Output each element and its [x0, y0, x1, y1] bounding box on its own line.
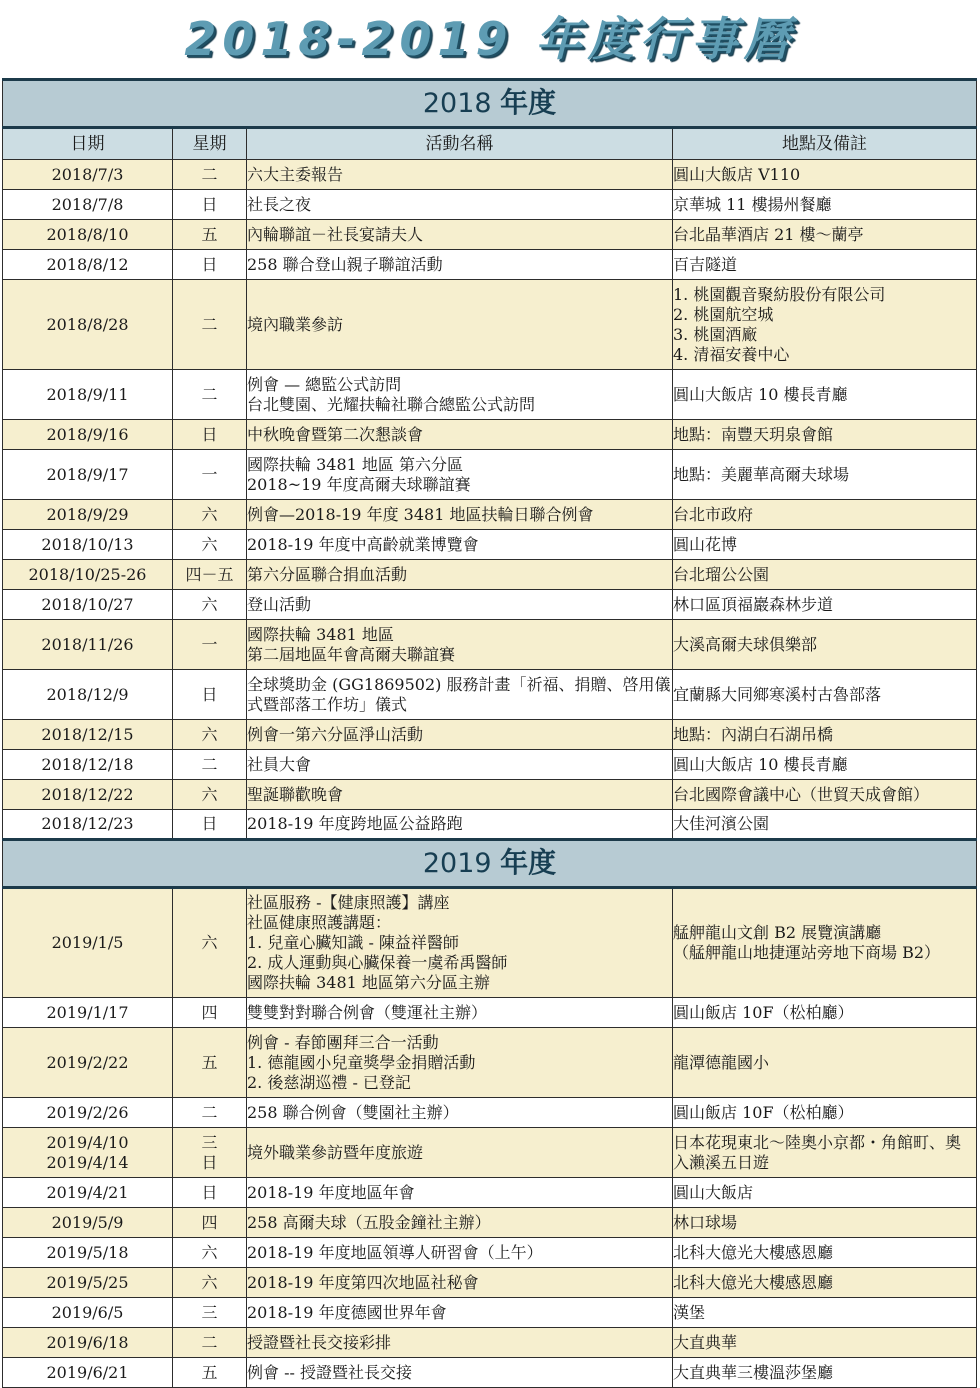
date-cell: 2018/9/29	[3, 500, 173, 530]
date-cell: 2018/9/11	[3, 370, 173, 420]
date-cell: 2018/8/12	[3, 250, 173, 280]
table-row	[3, 1238, 977, 1268]
activity-cell: 社長之夜	[247, 190, 673, 220]
location-cell: 龍潭德龍國小	[673, 1028, 977, 1098]
date-cell: 2019/1/17	[3, 998, 173, 1028]
year-section-header	[3, 840, 977, 888]
location-cell: 台北國際會議中心（世貿天成會館）	[673, 780, 977, 810]
column-header-location: 地點及備註	[673, 128, 977, 160]
date-cell: 2019/5/9	[3, 1208, 173, 1238]
table-row	[3, 190, 977, 220]
location-cell: 台北晶華酒店 21 樓～蘭亭	[673, 220, 977, 250]
table-row	[3, 1098, 977, 1128]
location-cell: 台北市政府	[673, 500, 977, 530]
table-row	[3, 1028, 977, 1098]
activity-cell: 國際扶輪 3481 地區 第六分區 2018~19 年度高爾夫球聯誼賽	[247, 450, 673, 500]
column-header-activity: 活動名稱	[247, 128, 673, 160]
location-cell: 北科大億光大樓感恩廳	[673, 1268, 977, 1298]
location-cell: 大直典華三樓溫莎堡廳	[673, 1358, 977, 1388]
table-row	[3, 1178, 977, 1208]
location-cell: 艋舺龍山文創 B2 展覽演講廳 （艋舺龍山地捷運站旁地下商場 B2）	[673, 888, 977, 998]
date-cell: 2018/8/10	[3, 220, 173, 250]
table-row	[3, 450, 977, 500]
table-row	[3, 590, 977, 620]
table-row	[3, 420, 977, 450]
page-title: 2018-2019 年度行事曆	[184, 12, 796, 66]
table-row	[3, 370, 977, 420]
location-cell: 圓山花博	[673, 530, 977, 560]
date-cell: 2018/12/22	[3, 780, 173, 810]
table-row	[3, 280, 977, 370]
table-row	[3, 1128, 977, 1178]
table-row	[3, 670, 977, 720]
activity-cell: 例會 -- 授證暨社長交接	[247, 1358, 673, 1388]
weekday-cell: 六	[173, 720, 247, 750]
location-cell: 地點：內湖白石湖吊橋	[673, 720, 977, 750]
weekday-cell: 四	[173, 1208, 247, 1238]
date-cell: 2018/7/3	[3, 160, 173, 190]
weekday-cell: 三 日	[173, 1128, 247, 1178]
date-cell: 2019/2/26	[3, 1098, 173, 1128]
year-heading	[3, 840, 977, 888]
table-row	[3, 998, 977, 1028]
activity-cell: 中秋晚會暨第二次懇談會	[247, 420, 673, 450]
table-row	[3, 250, 977, 280]
table-row	[3, 1328, 977, 1358]
calendar-table	[2, 78, 977, 1388]
date-cell: 2019/5/25	[3, 1268, 173, 1298]
weekday-cell: 四	[173, 998, 247, 1028]
date-cell: 2018/7/8	[3, 190, 173, 220]
date-cell: 2019/5/18	[3, 1238, 173, 1268]
location-cell: 圓山大飯店 10 樓長青廳	[673, 750, 977, 780]
activity-cell: 2018-19 年度地區領導人研習會（上午）	[247, 1238, 673, 1268]
date-cell: 2019/6/21	[3, 1358, 173, 1388]
table-row	[3, 620, 977, 670]
weekday-cell: 二	[173, 1098, 247, 1128]
activity-cell: 258 聯合例會（雙園社主辦）	[247, 1098, 673, 1128]
date-cell: 2019/2/22	[3, 1028, 173, 1098]
location-cell: 圓山飯店 10F（松柏廳）	[673, 1098, 977, 1128]
weekday-cell: 六	[173, 590, 247, 620]
date-cell: 2018/12/23	[3, 810, 173, 840]
weekday-cell: 日	[173, 1178, 247, 1208]
date-cell: 2019/4/10 2019/4/14	[3, 1128, 173, 1178]
location-cell: 地點：南豐天玥泉會館	[673, 420, 977, 450]
table-row	[3, 500, 977, 530]
activity-cell: 授證暨社長交接彩排	[247, 1328, 673, 1358]
year-number: 2018	[422, 88, 501, 119]
date-cell: 2018/11/26	[3, 620, 173, 670]
year-suffix: 年度	[500, 86, 557, 119]
location-cell: 大溪高爾夫球俱樂部	[673, 620, 977, 670]
location-cell: 漢堡	[673, 1298, 977, 1328]
weekday-cell: 二	[173, 160, 247, 190]
date-cell: 2018/12/15	[3, 720, 173, 750]
activity-cell: 聖誕聯歡晚會	[247, 780, 673, 810]
year-suffix: 年度	[500, 846, 557, 879]
weekday-cell: 五	[173, 220, 247, 250]
weekday-cell: 日	[173, 190, 247, 220]
activity-cell: 內輪聯誼－社長宴請夫人	[247, 220, 673, 250]
location-cell: 圓山飯店 10F（松柏廳）	[673, 998, 977, 1028]
column-header-weekday: 星期	[173, 128, 247, 160]
weekday-cell: 六	[173, 530, 247, 560]
table-row	[3, 530, 977, 560]
year-heading	[3, 80, 977, 128]
table-row	[3, 1298, 977, 1328]
weekday-cell: 一	[173, 620, 247, 670]
weekday-cell: 二	[173, 370, 247, 420]
activity-cell: 境內職業參訪	[247, 280, 673, 370]
activity-cell: 社員大會	[247, 750, 673, 780]
date-cell: 2018/8/28	[3, 280, 173, 370]
location-cell: 台北瑠公公園	[673, 560, 977, 590]
weekday-cell: 四－五	[173, 560, 247, 590]
location-cell: 京華城 11 樓揚州餐廳	[673, 190, 977, 220]
location-cell: 大直典華	[673, 1328, 977, 1358]
location-cell: 圓山大飯店 V110	[673, 160, 977, 190]
date-cell: 2019/1/5	[3, 888, 173, 998]
weekday-cell: 日	[173, 420, 247, 450]
weekday-cell: 二	[173, 280, 247, 370]
location-cell: 地點：美麗華高爾夫球場	[673, 450, 977, 500]
weekday-cell: 五	[173, 1358, 247, 1388]
activity-cell: 第六分區聯合捐血活動	[247, 560, 673, 590]
activity-cell: 全球獎助金 (GG1869502) 服務計畫「祈福、捐贈、啓用儀式暨部落工作坊」儀式	[247, 670, 673, 720]
date-cell: 2018/10/25-26	[3, 560, 173, 590]
weekday-cell: 六	[173, 500, 247, 530]
activity-cell: 社區服務 -【健康照護】講座 社區健康照護講題： 1. 兒童心臟知識 - 陳益祥醫師 2. 成人運動與心臟保養一虞希禹醫師 國際扶輪 3481 地區第六分區主辦	[247, 888, 673, 998]
activity-cell: 境外職業參訪暨年度旅遊	[247, 1128, 673, 1178]
weekday-cell: 三	[173, 1298, 247, 1328]
activity-cell: 2018-19 年度第四次地區社秘會	[247, 1268, 673, 1298]
date-cell: 2019/4/21	[3, 1178, 173, 1208]
table-row	[3, 560, 977, 590]
activity-cell: 例會一第六分區淨山活動	[247, 720, 673, 750]
activity-cell: 例會 — 總監公式訪問 台北雙園、光耀扶輪社聯合總監公式訪問	[247, 370, 673, 420]
date-cell: 2018/12/18	[3, 750, 173, 780]
location-cell: 林口球場	[673, 1208, 977, 1238]
table-row	[3, 810, 977, 840]
location-cell: 圓山大飯店	[673, 1178, 977, 1208]
year-section-header	[3, 80, 977, 128]
table-row	[3, 160, 977, 190]
weekday-cell: 日	[173, 250, 247, 280]
weekday-cell: 六	[173, 780, 247, 810]
table-row	[3, 780, 977, 810]
table-row	[3, 220, 977, 250]
weekday-cell: 六	[173, 888, 247, 998]
weekday-cell: 六	[173, 1238, 247, 1268]
activity-cell: 2018-19 年度中高齡就業博覽會	[247, 530, 673, 560]
activity-cell: 258 聯合登山親子聯誼活動	[247, 250, 673, 280]
location-cell: 林口區頂福巖森林步道	[673, 590, 977, 620]
date-cell: 2018/10/27	[3, 590, 173, 620]
column-header-date: 日期	[3, 128, 173, 160]
location-cell: 宜蘭縣大同鄉寒溪村古魯部落	[673, 670, 977, 720]
weekday-cell: 五	[173, 1028, 247, 1098]
year-number: 2019	[422, 848, 501, 879]
activity-cell: 登山活動	[247, 590, 673, 620]
weekday-cell: 日	[173, 810, 247, 840]
activity-cell: 例會 - 春節團拜三合一活動 1. 德龍國小兒童獎學金捐贈活動 2. 後慈湖巡禮 - 已登記	[247, 1028, 673, 1098]
table-row	[3, 888, 977, 998]
activity-cell: 六大主委報告	[247, 160, 673, 190]
activity-cell: 例會—2018-19 年度 3481 地區扶輪日聯合例會	[247, 500, 673, 530]
weekday-cell: 六	[173, 1268, 247, 1298]
activity-cell: 2018-19 年度德國世界年會	[247, 1298, 673, 1328]
table-row	[3, 1208, 977, 1238]
activity-cell: 2018-19 年度地區年會	[247, 1178, 673, 1208]
activity-cell: 258 高爾夫球（五股金鐘社主辦）	[247, 1208, 673, 1238]
column-header-row	[3, 128, 977, 160]
table-row	[3, 720, 977, 750]
weekday-cell: 一	[173, 450, 247, 500]
weekday-cell: 二	[173, 750, 247, 780]
date-cell: 2019/6/18	[3, 1328, 173, 1358]
table-row	[3, 750, 977, 780]
location-cell: 圓山大飯店 10 樓長青廳	[673, 370, 977, 420]
location-cell: 大佳河濱公園	[673, 810, 977, 840]
activity-cell: 2018-19 年度跨地區公益路跑	[247, 810, 673, 840]
weekday-cell: 日	[173, 670, 247, 720]
date-cell: 2019/6/5	[3, 1298, 173, 1328]
table-row	[3, 1268, 977, 1298]
table-row	[3, 1358, 977, 1388]
weekday-cell: 二	[173, 1328, 247, 1358]
date-cell: 2018/9/17	[3, 450, 173, 500]
activity-cell: 雙雙對對聯合例會（雙運社主辦）	[247, 998, 673, 1028]
location-cell: 日本花現東北～陸奧小京都・角館町、奧入瀨溪五日遊	[673, 1128, 977, 1178]
location-cell: 1. 桃園觀音聚紡股份有限公司 2. 桃園航空城 3. 桃園酒廠 4. 清福安養中心	[673, 280, 977, 370]
location-cell: 百吉隧道	[673, 250, 977, 280]
location-cell: 北科大億光大樓感恩廳	[673, 1238, 977, 1268]
date-cell: 2018/9/16	[3, 420, 173, 450]
activity-cell: 國際扶輪 3481 地區 第二屆地區年會高爾夫聯誼賽	[247, 620, 673, 670]
date-cell: 2018/10/13	[3, 530, 173, 560]
date-cell: 2018/12/9	[3, 670, 173, 720]
